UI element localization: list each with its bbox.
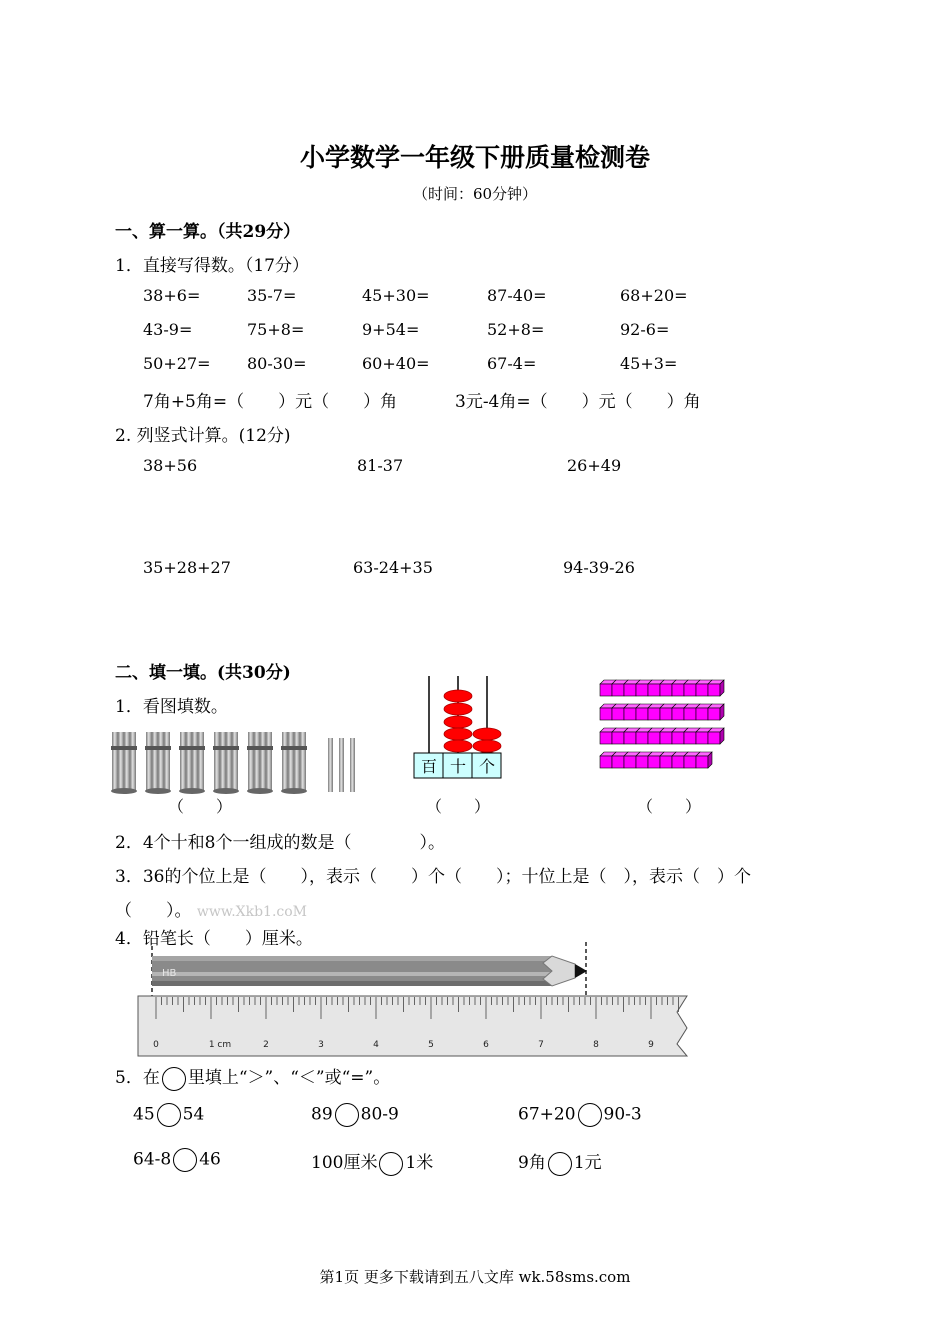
vertical-calc-item: 38+56 [143, 456, 198, 475]
unit-cube [612, 684, 624, 696]
ruler-label: 9 [648, 1040, 654, 1050]
compare-item [133, 1103, 204, 1127]
single-stick [328, 738, 333, 792]
unit-cube [708, 732, 720, 744]
section-2-heading: 二、填一填。(共30分) [115, 663, 291, 683]
compare-right: 80-9 [360, 1104, 399, 1125]
s2-q3-line2 [115, 896, 307, 921]
unit-cube [684, 708, 696, 720]
unit-cube [600, 708, 612, 720]
answer-blank: （ ） [426, 797, 491, 816]
unit-cube [600, 732, 612, 744]
vertical-calc-item: 81-37 [357, 456, 404, 475]
unit-cube [684, 756, 696, 768]
tens-beads [444, 690, 472, 752]
unit-cube [708, 684, 720, 696]
answer-blank: （ ） [168, 797, 233, 816]
stick-bundle [179, 732, 205, 794]
s2-q5-label-tail: 里填上“＞”、“＜”或“=”。 [187, 1068, 391, 1088]
ruler-label: 2 [263, 1040, 269, 1050]
calc-item: 38+6= [143, 286, 201, 305]
unit-cube [600, 684, 612, 696]
unit-cube [636, 708, 648, 720]
unit-cube [684, 684, 696, 696]
unit-cube [624, 756, 636, 768]
page-title: 小学数学一年级下册质量检测卷 [299, 143, 650, 172]
vertical-calc-item: 63-24+35 [353, 558, 433, 577]
single-stick [339, 738, 344, 792]
unit-cube [636, 756, 648, 768]
unit-cube [648, 732, 660, 744]
compare-item [133, 1148, 221, 1172]
abacus-figure [410, 676, 505, 781]
block-rows [600, 680, 724, 768]
ruler-label: 5 [428, 1040, 434, 1050]
s2-q5-label [115, 1063, 390, 1091]
calc-item: 50+27= [143, 354, 211, 373]
s2-q3-line2-text: （ ）。 [115, 901, 192, 921]
unit-cube [708, 708, 720, 720]
compare-item [518, 1103, 642, 1127]
calc-item: 52+8= [487, 320, 545, 339]
abacus-label-tens: 十 [449, 757, 467, 776]
unit-cube [624, 684, 636, 696]
pencil-label: HB [162, 968, 177, 979]
calc-item: 43-9= [143, 320, 193, 339]
compare-right: 90-3 [603, 1104, 642, 1125]
compare-circle-icon[interactable] [173, 1148, 197, 1172]
compare-circle-icon[interactable] [548, 1152, 572, 1176]
compare-left: 9角 [518, 1153, 546, 1173]
calc-item: 87-40= [487, 286, 547, 305]
compare-right: 1元 [573, 1153, 602, 1173]
ruler-label: 8 [593, 1040, 599, 1050]
s2-q4: 4．铅笔长（ ）厘米。 [115, 929, 313, 949]
answer-blank: （ ） [637, 797, 702, 816]
s2-q5-label-head: 5．在 [115, 1068, 160, 1088]
compare-left: 67+20 [518, 1104, 576, 1125]
s2-q2: 2．4个十和8个一组成的数是（ ）。 [115, 833, 445, 853]
vertical-calc-item: 94-39-26 [563, 558, 635, 577]
compare-circle-icon[interactable] [157, 1103, 181, 1127]
s2-q1-label: 1．看图填数。 [115, 697, 228, 717]
compare-left: 89 [311, 1104, 333, 1125]
ruler-label: 4 [373, 1040, 379, 1050]
vertical-calc-item: 26+49 [567, 456, 622, 475]
unit-cube [660, 684, 672, 696]
compare-right: 46 [199, 1149, 221, 1170]
calc-item: 45+30= [362, 286, 430, 305]
money-question: 3元-4角=（ ）元（ ）角 [455, 392, 701, 412]
unit-cube [684, 732, 696, 744]
unit-cube [648, 684, 660, 696]
unit-cube [636, 732, 648, 744]
calc-item: 75+8= [247, 320, 305, 339]
unit-cube [696, 732, 708, 744]
unit-cube [600, 756, 612, 768]
watermark: www.Xkb1.coM [196, 904, 308, 920]
calc-item: 45+3= [620, 354, 678, 373]
unit-cube [648, 708, 660, 720]
compare-circle-icon[interactable] [379, 1152, 403, 1176]
calc-item: 92-6= [620, 320, 670, 339]
calc-item: 35-7= [247, 286, 297, 305]
compare-left: 45 [133, 1104, 155, 1125]
abacus-label-hundreds: 百 [420, 757, 438, 776]
unit-cube [660, 732, 672, 744]
abacus-label-ones: 个 [478, 757, 496, 776]
unit-cube [612, 732, 624, 744]
unit-cube [612, 756, 624, 768]
q1-label: 1．直接写得数。（17分） [115, 256, 309, 276]
stick-bundle [145, 732, 171, 794]
compare-left: 64-8 [133, 1149, 172, 1170]
calc-item: 80-30= [247, 354, 307, 373]
compare-circle-icon[interactable] [578, 1103, 602, 1127]
calc-item: 67-4= [487, 354, 537, 373]
vertical-calc-item: 35+28+27 [143, 558, 231, 577]
unit-cube [624, 708, 636, 720]
unit-cube [660, 756, 672, 768]
stick-bundle [111, 732, 137, 794]
compare-right: 1米 [405, 1153, 434, 1173]
unit-cube [696, 756, 708, 768]
unit-cube [624, 732, 636, 744]
unit-cube [672, 708, 684, 720]
ruler-label: 7 [538, 1040, 544, 1050]
page-footer: 第1页 更多下载请到五八文库 wk.58sms.com [319, 1268, 631, 1286]
unit-cube [648, 756, 660, 768]
stick-bundle [281, 732, 307, 794]
unit-cube [672, 756, 684, 768]
stick-bundles-figure [110, 728, 370, 798]
compare-left: 100厘米 [311, 1153, 378, 1173]
compare-item [518, 1148, 602, 1176]
single-stick [350, 738, 355, 792]
unit-cube [660, 708, 672, 720]
q2-label: 2. 列竖式计算。(12分) [115, 426, 291, 446]
s2-q3-line1: 3．36的个位上是（ ），表示（ ）个（ ）；十位上是（ ），表示（ ）个 [115, 867, 751, 887]
unit-cube [612, 708, 624, 720]
pencil [152, 956, 587, 986]
compare-right: 54 [182, 1104, 205, 1125]
unit-cube [636, 684, 648, 696]
calc-item: 60+40= [362, 354, 430, 373]
compare-item [311, 1103, 399, 1127]
page-subtitle: （时间：60分钟） [412, 185, 538, 203]
ruler-label: 1 cm [208, 1040, 232, 1050]
unit-cube [672, 684, 684, 696]
money-question: 7角+5角=（ ）元（ ）角 [143, 392, 398, 412]
stick-bundle [213, 732, 239, 794]
compare-circle-icon[interactable] [335, 1103, 359, 1127]
section-1-heading: 一、算一算。（共29分） [115, 222, 301, 242]
stick-bundle [247, 732, 273, 794]
pencil-ruler-figure [135, 940, 695, 1060]
compare-item [311, 1148, 433, 1176]
unit-cube [672, 732, 684, 744]
calc-item: 9+54= [362, 320, 420, 339]
unit-cube [696, 708, 708, 720]
unit-cube [696, 684, 708, 696]
ruler-label: 3 [318, 1040, 324, 1050]
ruler-label: 6 [483, 1040, 489, 1050]
calc-item: 68+20= [620, 286, 688, 305]
ruler-label: 0 [153, 1040, 159, 1050]
ten-blocks-figure [598, 676, 738, 776]
compare-circle-icon [162, 1067, 186, 1091]
